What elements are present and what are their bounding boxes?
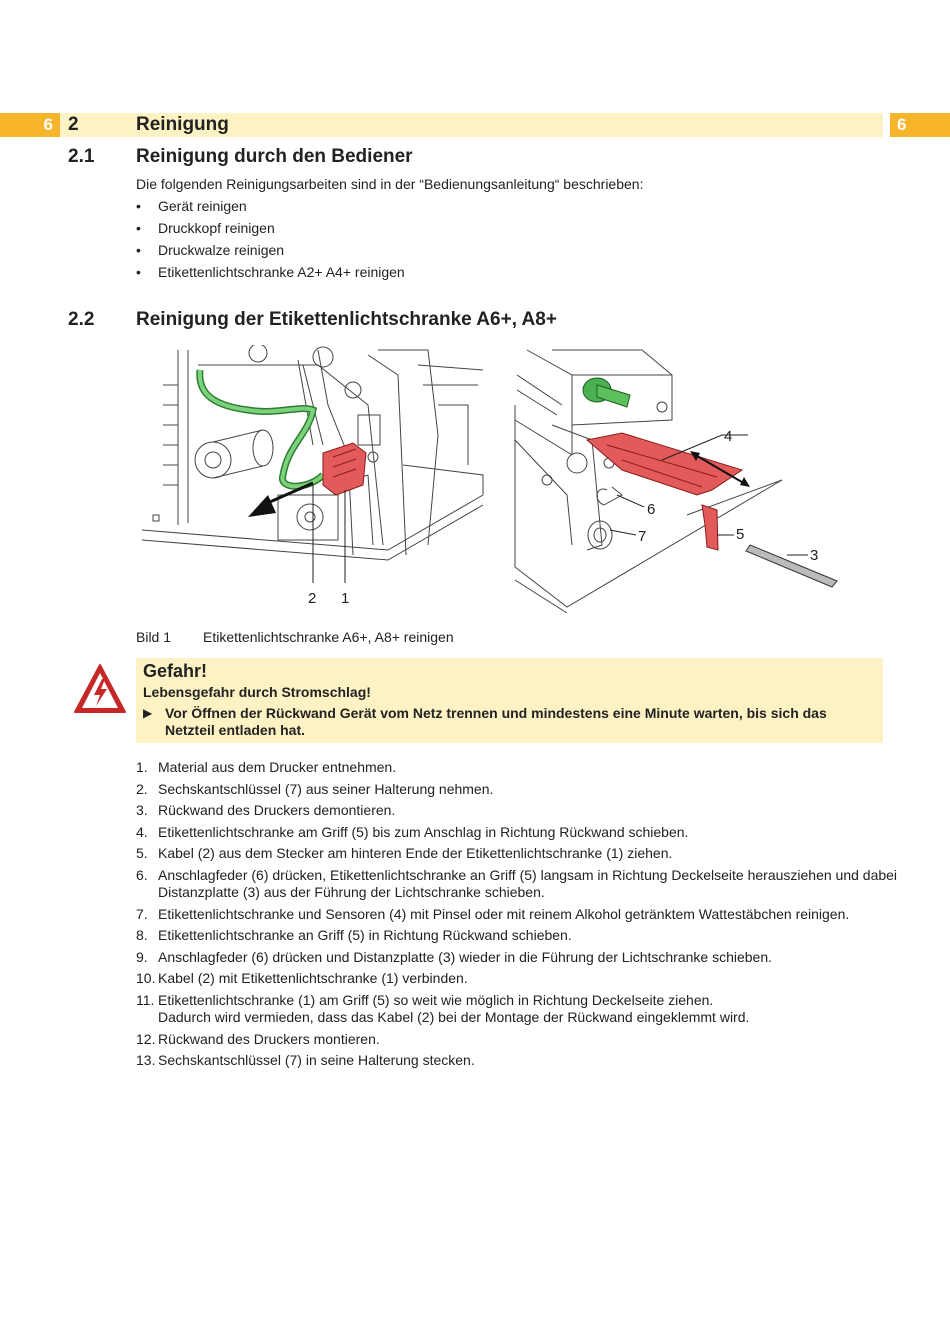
- list-item: 3. Rückwand des Druckers demontieren.: [136, 802, 396, 818]
- list-item: 11. Etikettenlichtschranke (1) am Griff (5) so weit wie möglich in Richtung Deckelseite ziehen. Dadurch wird vermieden, dass das Kabel (2) bei der Montage der Rückwand eingeklemmt wird.: [136, 991, 750, 1025]
- list-item: 9. Anschlagfeder (6) drücken und Distanzplatte (3) wieder in die Führung der Lichtschranke schieben.: [136, 948, 773, 965]
- callout-label: 4: [724, 428, 733, 445]
- list-item: • Druckkopf reinigen: [136, 220, 275, 236]
- section-number: 2.2: [68, 309, 95, 330]
- high-voltage-warning-icon: [72, 662, 128, 718]
- danger-box: [136, 658, 883, 743]
- callout-label: 6: [647, 501, 656, 518]
- list-item: • Etikettenlichtschranke A2+ A4+ reinigen: [136, 264, 405, 280]
- list-item: 10. Kabel (2) mit Etikettenlichtschranke (1) verbinden.: [136, 970, 468, 986]
- page-number-left: 6: [43, 115, 53, 134]
- section-title: Reinigung der Etikettenlichtschranke A6+, A8+: [136, 309, 557, 330]
- list-item: • Gerät reinigen: [136, 198, 247, 214]
- bullet-list: [136, 197, 405, 285]
- green-knob: [583, 378, 630, 407]
- list-item: 5. Kabel (2) aus dem Stecker am hinteren Ende der Etikettenlichtschranke (1) ziehen.: [136, 845, 673, 861]
- callout-label: 3: [810, 547, 819, 564]
- printer-rear-illustration: [138, 345, 488, 610]
- danger-title: Gefahr!: [143, 661, 208, 681]
- danger-instruction: Vor Öffnen der Rückwand Gerät vom Netz trennen und mindestens eine Minute warten, bis sich das Netzteil entladen hat.: [165, 705, 827, 738]
- figure-caption-text: Etikettenlichtschranke A6+, A8+ reinigen: [203, 629, 454, 645]
- sensor-removal-illustration: [512, 345, 847, 613]
- list-item: 7. Etikettenlichtschranke und Sensoren (4) mit Pinsel oder mit reinem Alkohol getränktem Wattestäbchen reinigen.: [136, 905, 850, 922]
- callout-label: 2: [308, 590, 317, 607]
- label-sensor-connector: [323, 443, 366, 495]
- list-item: 4. Etikettenlichtschranke am Griff (5) bis zum Anschlag in Richtung Rückwand schieben.: [136, 823, 689, 840]
- step-list: [136, 759, 918, 1074]
- arrow-right-icon: ▶: [143, 706, 153, 720]
- danger-subtitle: Lebensgefahr durch Stromschlag!: [143, 684, 371, 700]
- intro-text: Die folgenden Reinigungsarbeiten sind in der “Bedienungsanleitung“ beschrieben:: [136, 176, 644, 192]
- list-item: • Druckwalze reinigen: [136, 242, 285, 258]
- label-sensor: [587, 433, 745, 550]
- page-number-right: 6: [897, 115, 907, 134]
- list-item: 8. Etikettenlichtschranke an Griff (5) in Richtung Rückwand schieben.: [136, 927, 572, 943]
- callout-label: 1: [341, 590, 350, 607]
- distance-plate: [746, 545, 837, 587]
- page-tab-right: [890, 113, 950, 137]
- callout-label: 7: [638, 528, 647, 545]
- chapter-title: Reinigung: [136, 114, 229, 135]
- list-item: 2. Sechskantschlüssel (7) aus seiner Halterung nehmen.: [136, 780, 494, 797]
- list-item: 6. Anschlagfeder (6) drücken, Etikettenlichtschranke an Griff (5) langsam in Richtung Deckelseite herausziehen und dabei Distanzplatte (3) aus der Führung der Lichtschranke schieben.: [136, 866, 898, 900]
- chapter-number: 2: [68, 114, 79, 135]
- figure-caption-label: Bild 1: [136, 629, 172, 645]
- page-tab-left: [0, 113, 60, 137]
- callout-label: 5: [736, 526, 745, 543]
- list-item: 12. Rückwand des Druckers montieren.: [136, 1030, 380, 1047]
- section-number: 2.1: [68, 146, 95, 167]
- list-item: 1. Material aus dem Drucker entnehmen.: [136, 759, 397, 775]
- section-title: Reinigung durch den Bediener: [136, 146, 413, 167]
- list-item: 13. Sechskantschlüssel (7) in seine Halterung stecken.: [136, 1052, 475, 1068]
